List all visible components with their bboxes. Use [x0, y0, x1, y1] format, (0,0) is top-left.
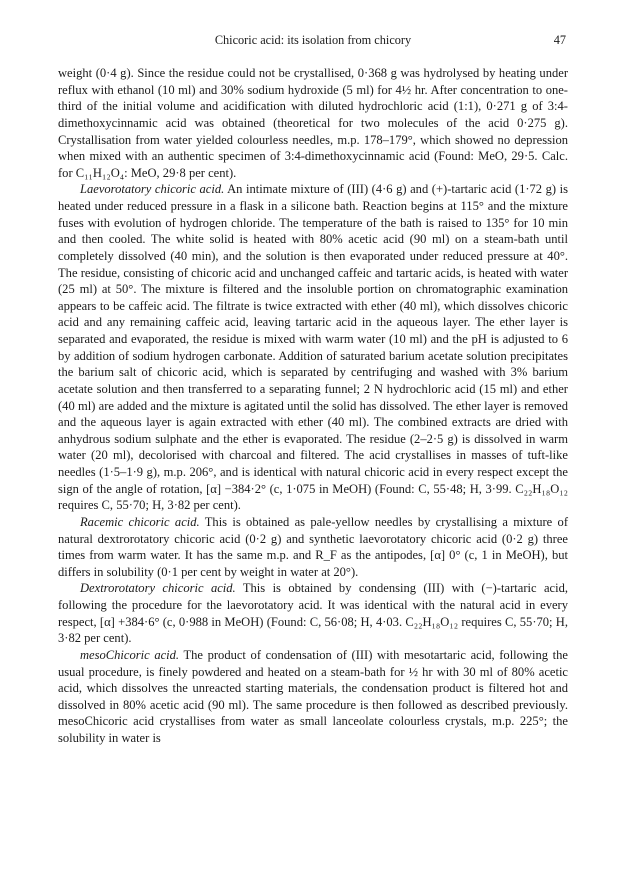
page-number: 47: [553, 33, 566, 47]
running-head: Chicoric acid: its isolation from chicory: [214, 33, 412, 47]
section-run-in-heading: mesoChicoric acid.: [80, 647, 180, 662]
paragraph-text: An intimate mixture of (III) (4·6 g) and (+)-tartaric acid (1·72 g) is heated under reduced pressure in a flask in a silicone bath. Reaction begins at 115° and the mixture fuses with evolution of hydrogen chloride. The temperature of the bath is raised to 135° for 10 min and then cooled. The white solid is heated with 80% acetic acid (90 ml) on a steam-bath until completely dissolved (40 min), and the solution is then evaporated under reduced pressure at 40°. The residue, consisting of chicoric acid and unchanged caffeic and tartaric acids, is heated with water (25 ml) at 50°. The mixture is filtered and the insoluble portion on chromatographic examination appears to be caffeic acid. The filtrate is twice extracted with ether (40 ml), which dissolves chicoric acid and any remaining caffeic acid, leaving tartaric acid in the aqueous layer. The ether layer is separated and evaporated, the residue is mixed with warm water (10 ml) and the pH is adjusted to 6 by addition of sodium hydrogen carbonate. Addition of saturated barium acetate solution precipitates the barium salt of chicoric acid, which is separated by centrifuging and washed with 3% barium acetate solution and then transferred to a separating funnel; 2 N hydrochloric acid (15 ml) and ether (40 ml) are added and the mixture is agitated until the solid has dissolved. The ether layer is removed and the aqueous layer is again extracted with ether (40 ml). The combined extracts are dried with anhydrous sodium sulphate and the ether is evaporated. The residue (2–2·5 g) is dissolved in warm water (20 ml), decolorised with charcoal and filtered. The acid crystallises in masses of tuft-like needles (1·5–1·9 g), m.p. 206°, and is identical with natural chicoric acid in every respect except the sign of the angle of rotation, [α] −384·2° (c, 1·075 in MeOH) (Found: C, 55·48; H, 3·99. C₂₂H₁₈O₁₂ requires C, 55·70; H, 3·82 per cent).: [58, 182, 568, 513]
paragraph-text: weight (0·4 g). Since the residue could not be crystallised, 0·368 g was hydrolysed by heating under reflux with ethanol (10 ml) and 30% sodium hydroxide (5 ml) for 4½ hr. After concentration to one-third of the initial volume and acidification with diluted hydrochloric acid (1:1), 0·271 g of 3:4-dimethoxycinnamic acid was obtained (theoretical for two molecules of the acid 0·275 g). Crystallisation from water yielded colourless needles, m.p. 178–179°, which showed no depression when mixed with an authentic specimen of 3:4-dimethoxycinnamic acid (Found: MeO, 29·5. Calc. for C₁₁H₁₂O₄: MeO, 29·8 per cent).: [58, 66, 568, 180]
section-run-in-heading: Racemic chicoric acid.: [80, 514, 200, 529]
paragraph-meso: [58, 647, 568, 747]
paragraph-1: [58, 65, 568, 181]
paragraph-text: The product of condensation of (III) with mesotartaric acid, following the usual procedure, is finely powdered and heated on a steam-bath for ½ hr with 30 ml of 80% acetic acid, which dissolves the unreacted starting materials, the condensation product is filtered hot and dissolved in 80% acetic acid (90 ml). The same procedure is then followed as described previously. mesoChicoric acid crystallises from water as small lanceolate colourless crystals, m.p. 225°; the solubility in water is: [58, 647, 568, 745]
section-run-in-heading: Laevorotatory chicoric acid.: [80, 182, 225, 197]
paragraph-dextrorotatory: [58, 580, 568, 647]
paragraph-text: This is obtained by condensing (III) with (−)-tartaric acid, following the procedure for the laevorotatory acid. It was identical with the natural acid in every respect, [α] +384·6° (c, 0·988 in MeOH) (Found: C, 56·08; H, 4·03. C₂₂H₁₈O₁₂ requires C, 55·70; H, 3·82 per cent).: [58, 581, 568, 646]
body-text: [58, 65, 568, 747]
paragraph-racemic: [58, 514, 568, 581]
section-run-in-heading: Dextrorotatory chicoric acid.: [80, 581, 236, 596]
page-header: [58, 33, 568, 49]
paragraph-text: This is obtained as pale-yellow needles by crystallising a mixture of natural dextrorotatory chicoric acid (0·2 g) and synthetic laevorotatory chicoric acid (0·2 g) three times from warm water. It has the same m.p. and R_F as the antipodes, [α] 0° (c, 1 in MeOH), but differs in solubility (0·1 per cent by weight in water at 20°).: [58, 514, 568, 579]
paragraph-laevorotatory: [58, 181, 568, 514]
